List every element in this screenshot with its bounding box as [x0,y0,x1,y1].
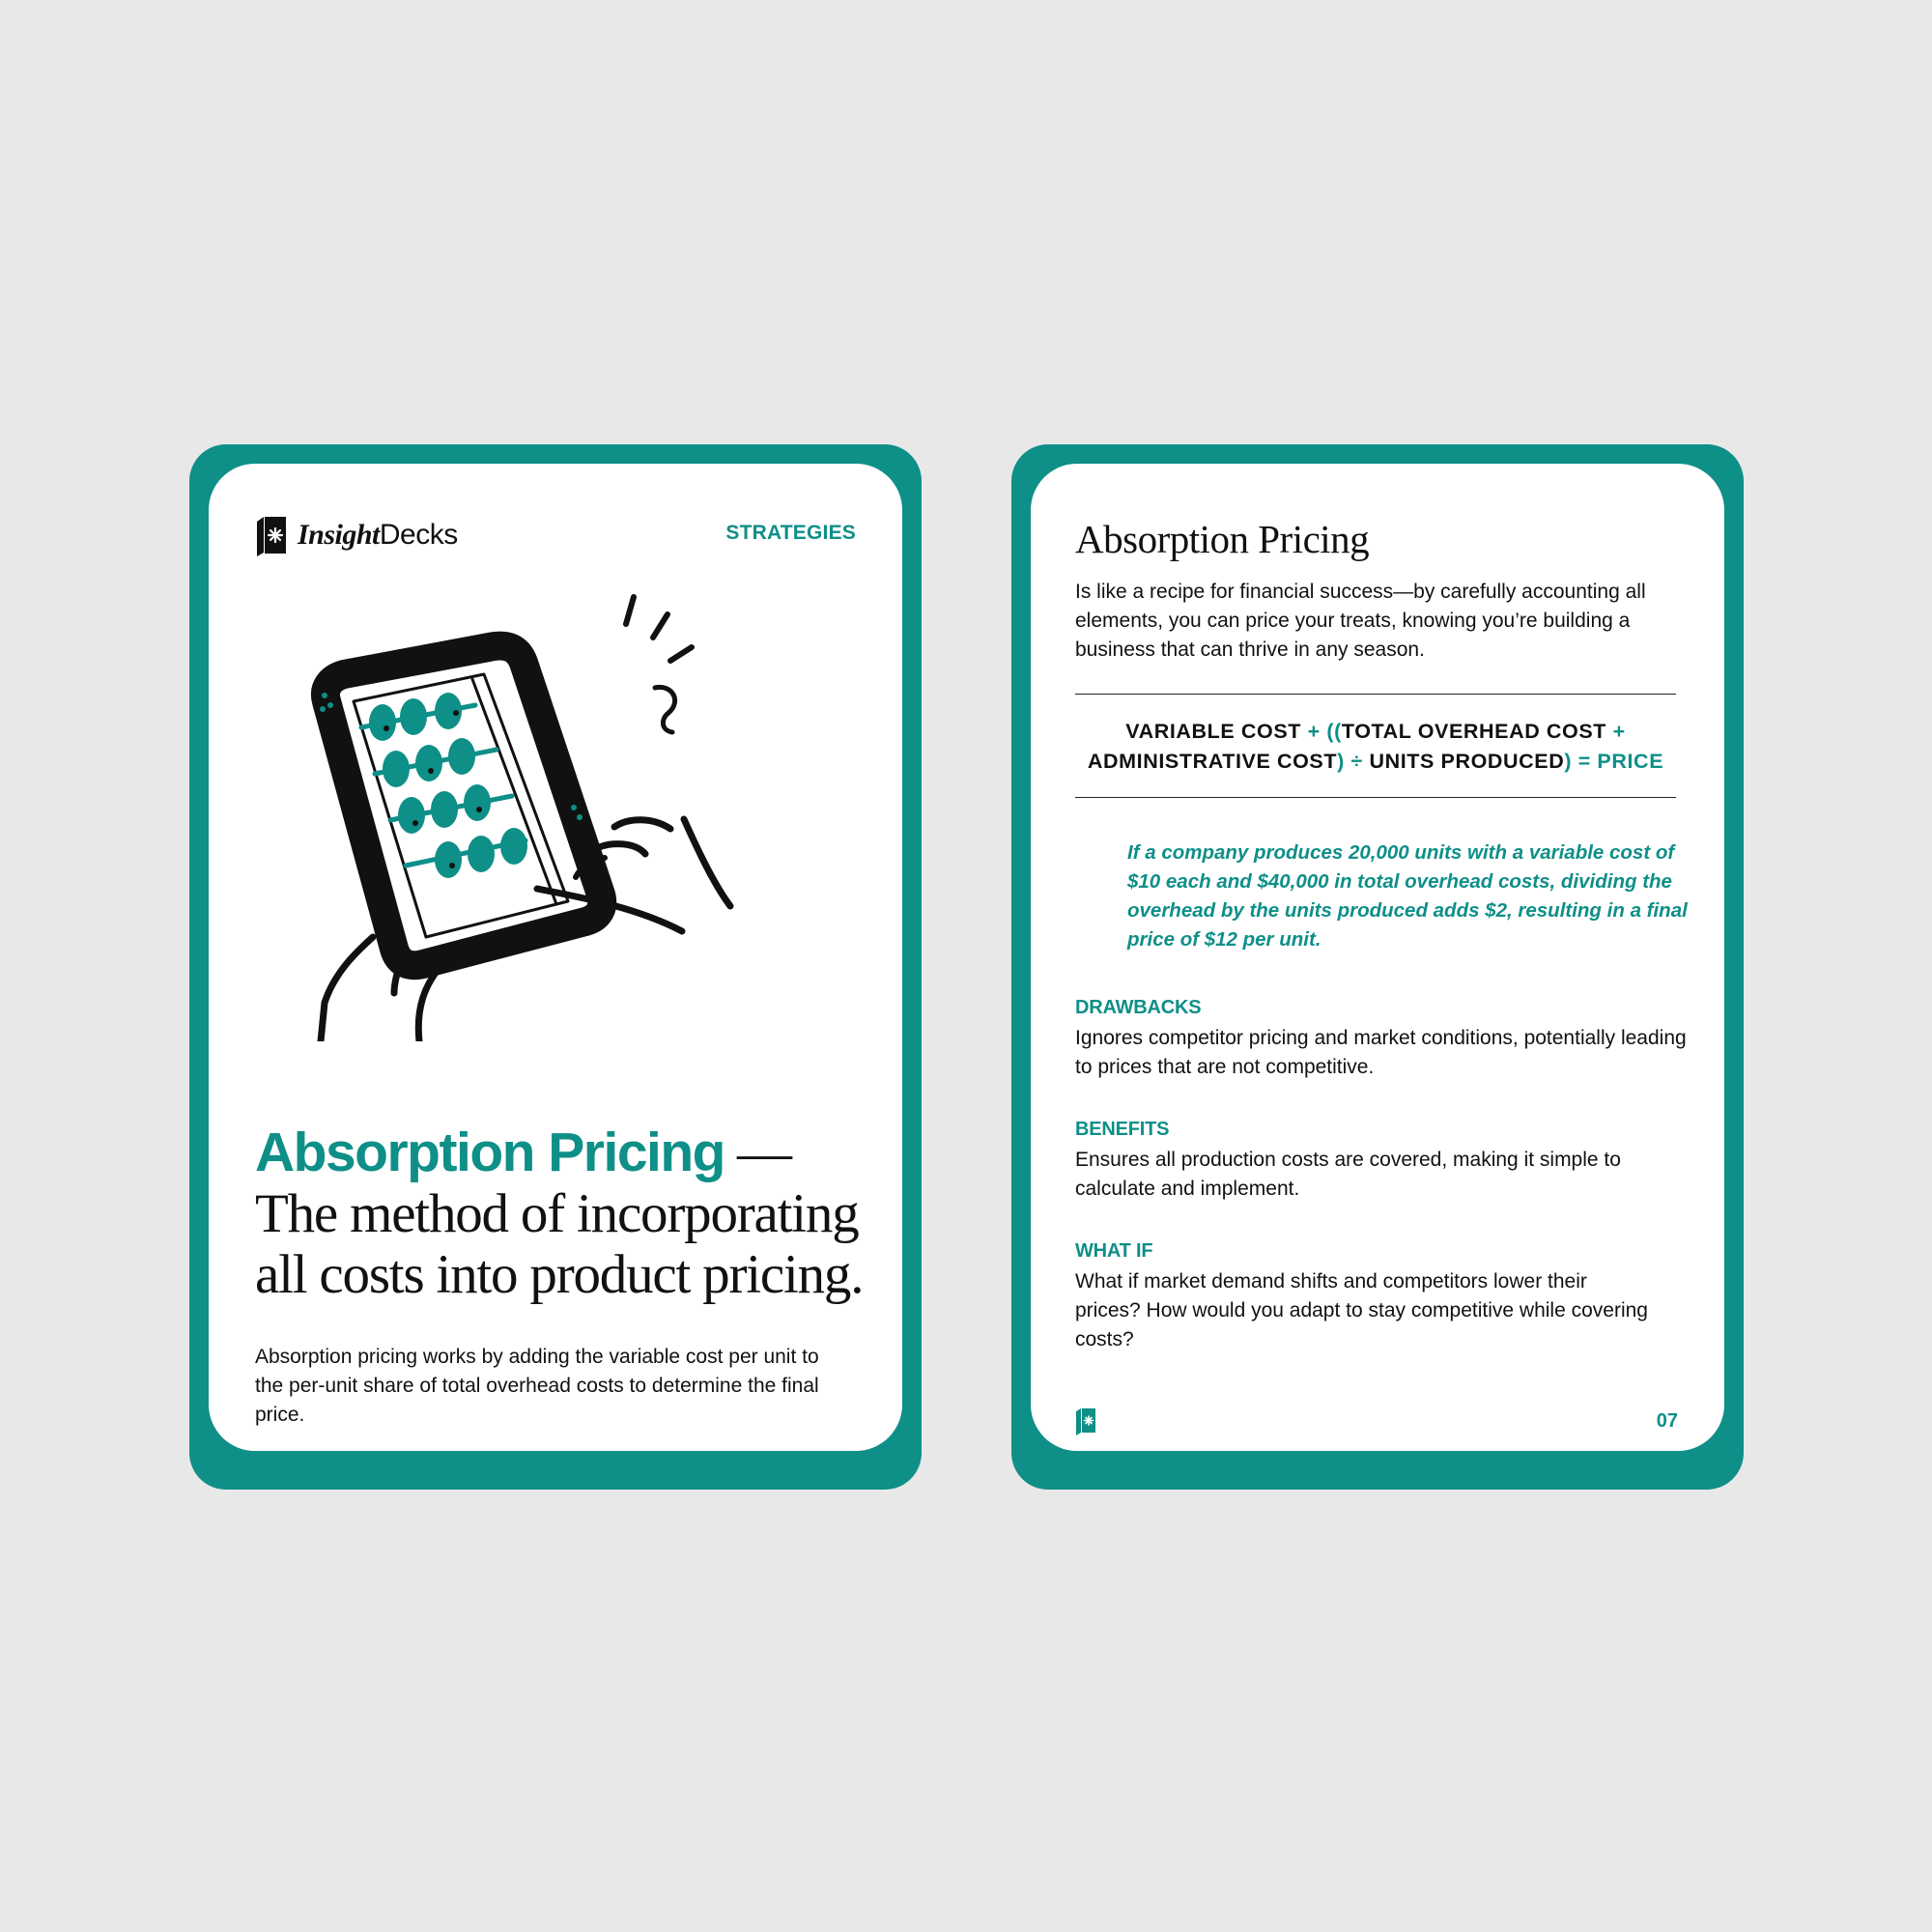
intro-text: Is like a recipe for financial success—by carefully accounting all elements, you can price your treats, knowing you’re building a business that can thrive in any season. [1075,581,1646,661]
book-logo-icon [1075,1406,1096,1435]
formula-term: TOTAL OVERHEAD COST [1341,720,1607,743]
front-title-rest: — The method of incorporating all costs into product pricing. [255,1122,864,1305]
formula-operator: + (( [1301,720,1342,743]
brand-name-part1: Insight [298,519,380,551]
what-if-label: WHAT IF [1075,1240,1153,1262]
front-title-highlight: Absorption Pricing [255,1122,724,1183]
front-card-body [209,464,902,1451]
category-label: STRATEGIES [725,522,856,544]
page-number: 07 [1656,1410,1678,1432]
example-text: If a company produces 20,000 units with a variable cost of $10 each and $40,000 in total overhead costs, dividing the overhead by the units produced adds $2, resulting in a final price of $12 per unit. [1127,841,1688,951]
brand-name-part2: Decks [379,519,458,551]
divider-top [1075,694,1676,695]
formula-operator: ) ÷ [1337,750,1370,773]
formula-term: VARIABLE COST [1125,720,1302,743]
brand-name [298,519,458,552]
formula-term: ADMINISTRATIVE COST [1087,750,1338,773]
drawbacks-text: Ignores competitor pricing and market conditions, potentially leading to prices that are not competitive. [1075,1027,1687,1078]
formula-term: UNITS PRODUCED [1369,750,1565,773]
back-card-body [1031,464,1724,1451]
benefits-text: Ensures all production costs are covered, making it simple to calculate and implement. [1075,1149,1621,1200]
divider-bottom [1075,797,1676,798]
back-card [1011,444,1744,1490]
drawbacks-label: DRAWBACKS [1075,997,1202,1018]
front-description: Absorption pricing works by adding the variable cost per unit to the per-unit share of total overhead costs to determine the final price. [255,1346,819,1426]
book-logo-icon [255,514,288,556]
brand-logo [255,514,458,556]
what-if-text: What if market demand shifts and competitors lower their prices? How would you adapt to stay competitive while covering costs? [1075,1270,1648,1350]
front-card [189,444,922,1490]
back-title: Absorption Pricing [1075,517,1370,561]
tablet-abacus-illustration [286,587,827,1041]
benefits-label: BENEFITS [1075,1119,1170,1140]
pricing-formula [1069,717,1682,777]
formula-operator: ) = PRICE [1564,750,1664,773]
front-title [255,1122,873,1305]
formula-operator: + [1606,720,1626,743]
